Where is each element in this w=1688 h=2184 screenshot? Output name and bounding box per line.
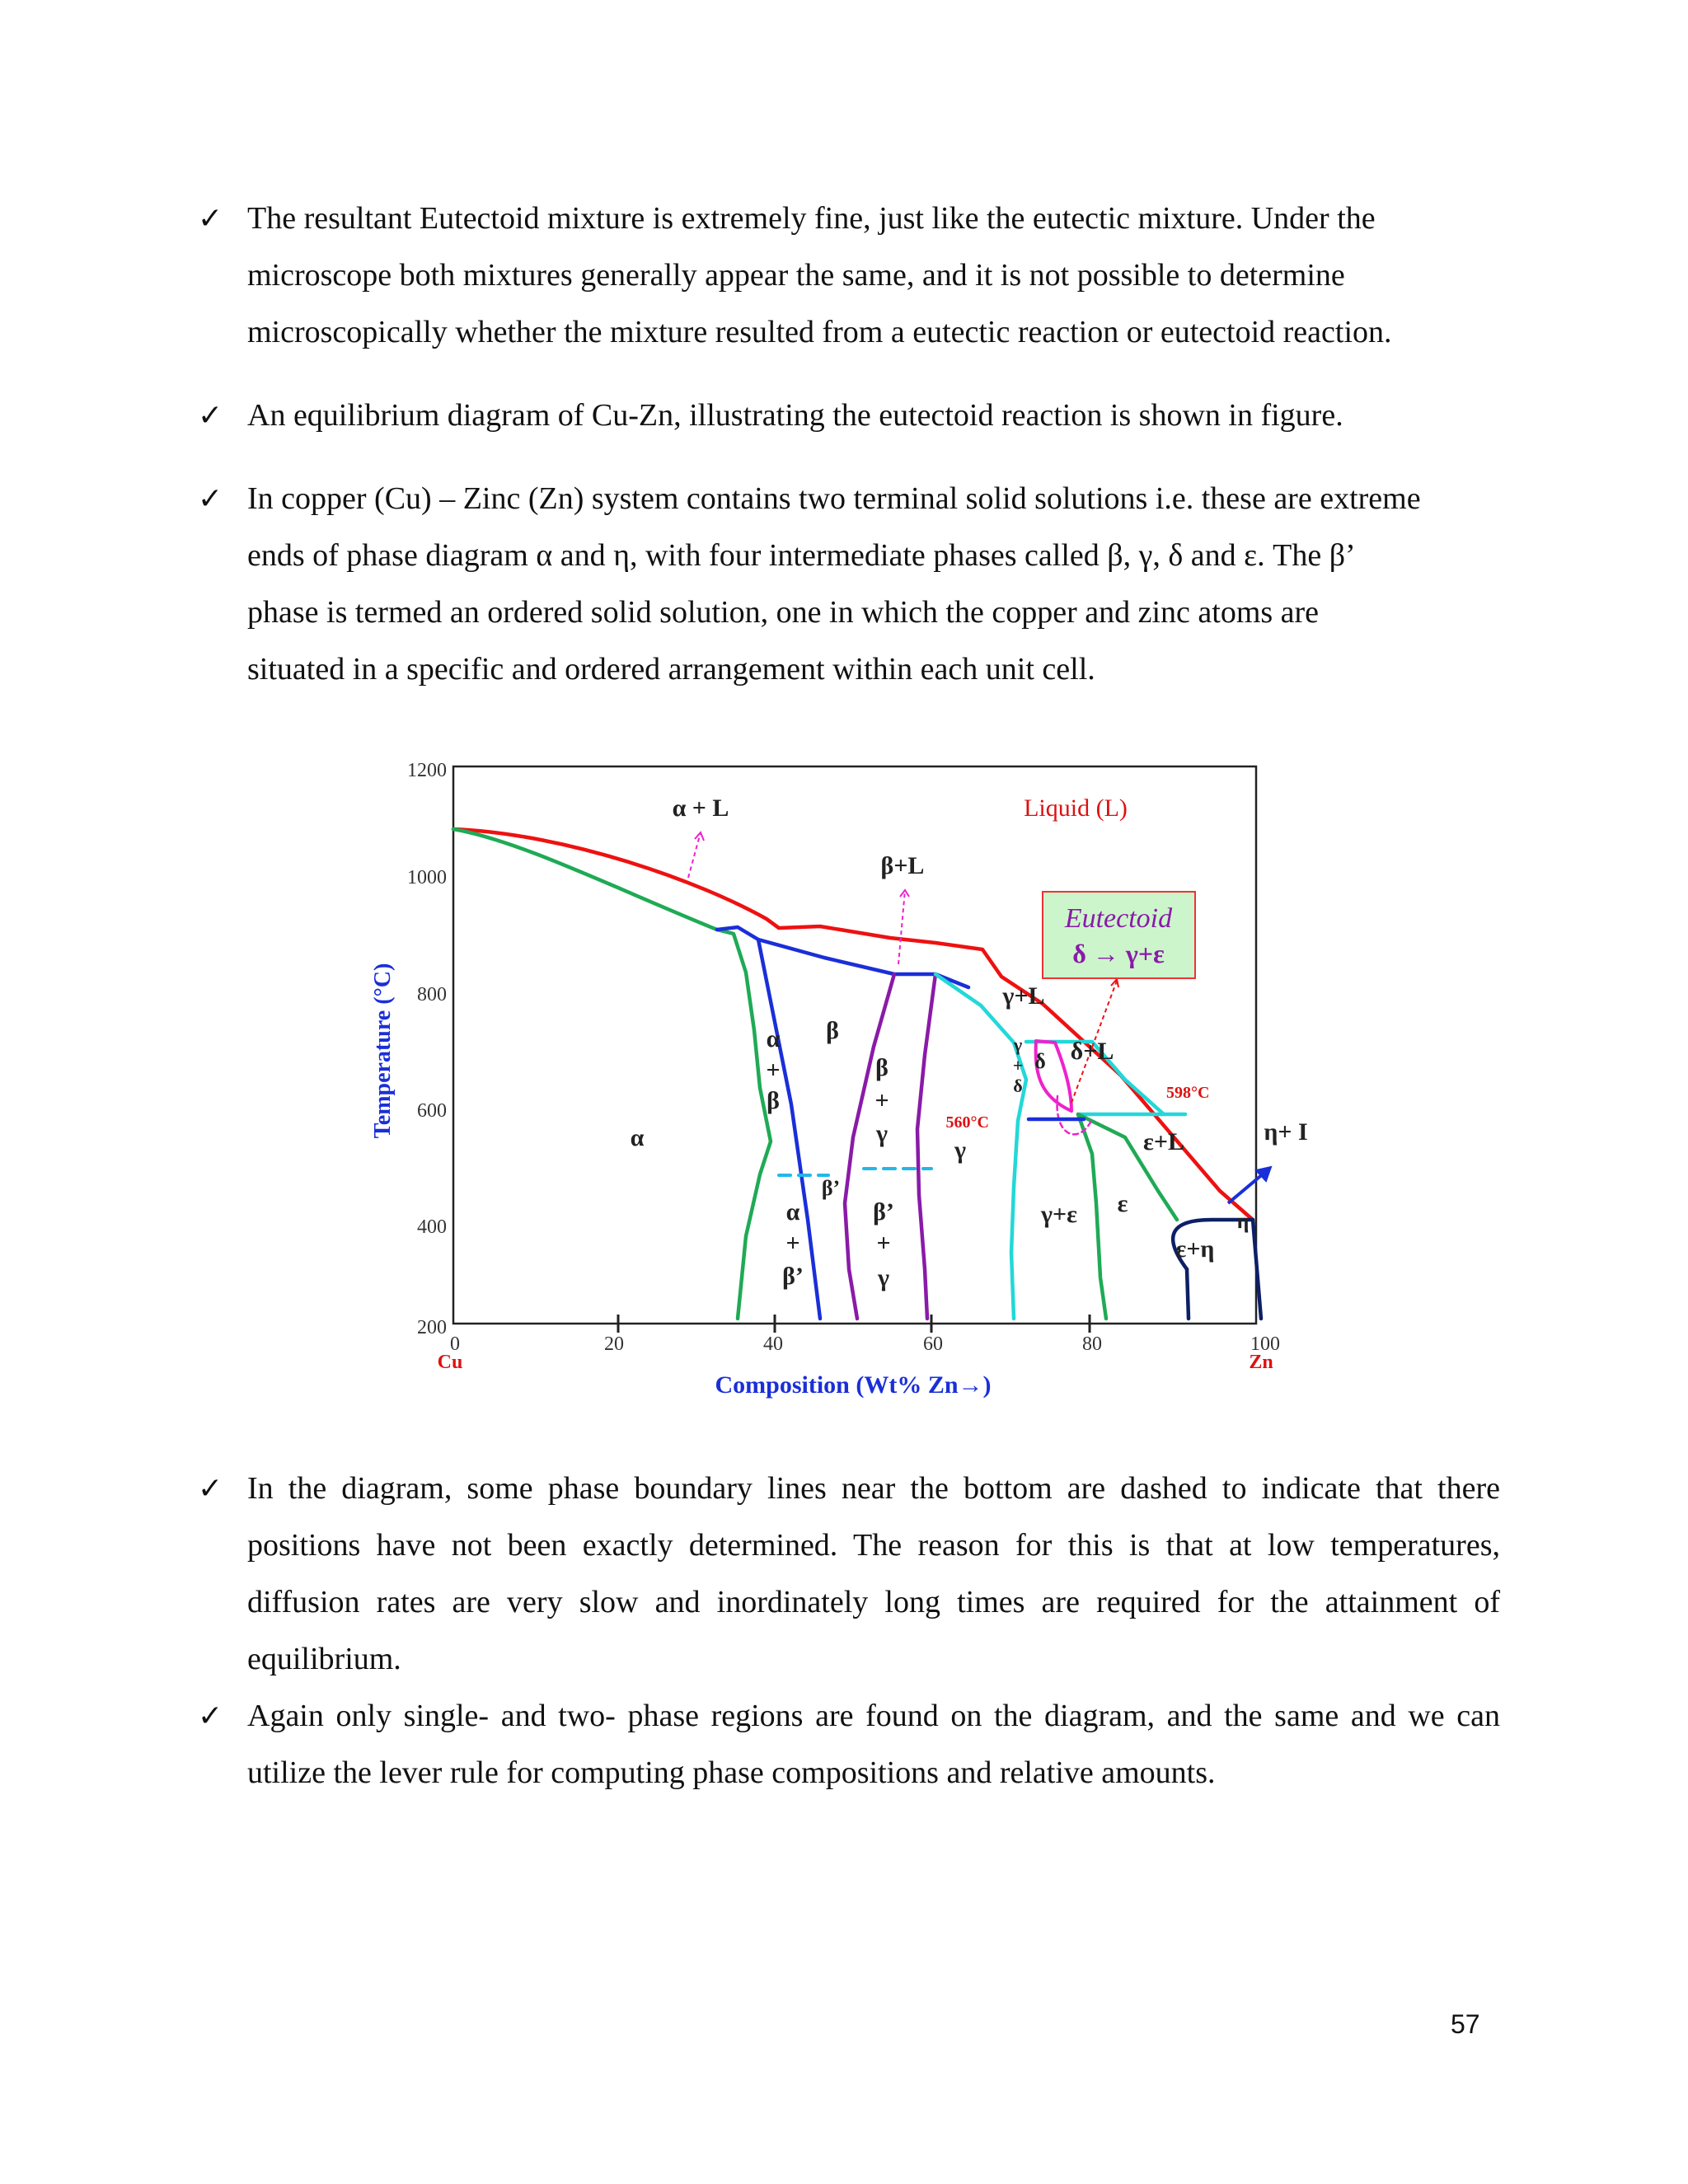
label-alpha-beta-2: + (766, 1057, 781, 1084)
y-tick-label: 600 (417, 1100, 447, 1122)
label-560c: 560°C (945, 1113, 989, 1132)
label-beta-L: β+L (880, 852, 925, 879)
gamma-right-boundary (917, 974, 935, 1319)
plot-frame (453, 766, 1256, 1324)
y-tick-label: 200 (417, 1317, 447, 1338)
label-beta-prime: β’ (821, 1176, 841, 1200)
label-gamma-delta-3: δ (1013, 1076, 1023, 1096)
x-tick-label: 40 (763, 1333, 783, 1355)
label-epsilon-eta: ε+η (1175, 1235, 1215, 1263)
x-end-label-cu: Cu (437, 1352, 463, 1373)
label-alpha-betaprime-3: β’ (782, 1263, 804, 1290)
check-icon: ✓ (198, 399, 223, 433)
y-tick-label: 1000 (407, 867, 447, 888)
label-gamma: γ (954, 1137, 967, 1164)
label-delta: δ (1034, 1049, 1046, 1073)
bullet-cu-zn-system (198, 471, 1500, 698)
bullet-lever-rule (198, 1688, 1500, 1802)
x-end-label-zn: Zn (1249, 1352, 1273, 1373)
paragraph-text: In the diagram, some phase boundary lines near the bottom are dashed to indicate that there positions have not been exactly determined. The reason for this is that at low temperatures, diffusion rates are very slow and inordinately long times are required for the attainment of equilibrium. (247, 1471, 1500, 1676)
check-icon: ✓ (198, 482, 223, 516)
y-axis-label: Temperature (°C) (370, 963, 396, 1139)
label-epsilon: ε (1117, 1190, 1128, 1217)
check-icon: ✓ (198, 202, 223, 236)
alpha-solidus-line (453, 829, 771, 1319)
x-tick-label: 100 (1250, 1333, 1280, 1355)
bullet-eutectoid-mixture (198, 190, 1500, 361)
paragraph-line: An equilibrium diagram of Cu-Zn, illustrating the eutectoid reaction is shown in figure. (247, 398, 1343, 433)
beta-L-arrow (898, 890, 905, 964)
label-delta-L: δ+L (1070, 1038, 1114, 1065)
y-tick-label: 1200 (407, 760, 447, 781)
bullet-list-top (198, 190, 1500, 698)
beta-right-boundary (758, 940, 968, 987)
paragraph-line: phase is termed an ordered solid solution, one in which the copper and zinc atoms are (247, 595, 1320, 630)
label-liquid: Liquid (L) (1024, 794, 1128, 822)
label-eta: η (1236, 1209, 1250, 1233)
x-tick-label: 80 (1082, 1333, 1102, 1355)
label-alpha-beta-1: α (766, 1025, 781, 1052)
paragraph-line: microscopically whether the mixture resulted from a eutectic reaction or eutectoid reaction. (247, 315, 1392, 349)
paragraph-line: In copper (Cu) – Zinc (Zn) system contains two terminal solid solutions i.e. these are extreme (247, 481, 1421, 516)
label-gamma-epsilon: γ+ε (1041, 1201, 1077, 1228)
paragraph-text: Again only single- and two- phase regions are found on the diagram, and the same and we can utilize the lever rule for computing phase compositions and relative amounts. (247, 1699, 1500, 1790)
label-alpha-betaprime-1: α (785, 1198, 800, 1226)
liquidus-line (453, 829, 1253, 1220)
x-tick-label: 0 (450, 1333, 460, 1355)
eutectoid-title: Eutectoid (1064, 903, 1173, 934)
eta-left-boundary (1187, 1269, 1189, 1319)
y-tick-label: 400 (417, 1216, 447, 1238)
bullet-list-bottom (198, 1460, 1500, 1802)
label-betaprime-gamma-1: β’ (873, 1198, 894, 1226)
x-tick-label: 60 (923, 1333, 943, 1355)
paragraph-line: microscope both mixtures generally appear the same, and it is not possible to determine (247, 258, 1345, 293)
label-betaprime-gamma-2: + (876, 1230, 891, 1257)
label-epsilon-L: ε+L (1143, 1128, 1184, 1155)
label-alpha-beta-3: β (767, 1087, 780, 1114)
x-tick-label: 20 (604, 1333, 624, 1355)
label-alpha-betaprime-2: + (785, 1230, 800, 1257)
label-beta-gamma-2: + (874, 1087, 889, 1114)
eutectoid-reaction: δ → γ+ε (1072, 939, 1165, 968)
check-icon: ✓ (198, 1699, 223, 1733)
check-icon: ✓ (198, 1472, 223, 1506)
label-gamma-delta-1: γ (1013, 1034, 1023, 1055)
epsilon-left-boundary (1078, 1114, 1106, 1319)
label-beta-gamma-1: β (875, 1054, 889, 1081)
y-tick-label: 800 (417, 984, 447, 1005)
label-598c: 598°C (1166, 1084, 1210, 1102)
label-beta-gamma-3: γ (875, 1120, 889, 1147)
paragraph-line: The resultant Eutectoid mixture is extremely fine, just like the eutectic mixture. Under the (247, 201, 1376, 236)
label-gamma-L: γ+L (1002, 982, 1045, 1010)
region-labels (631, 794, 1308, 1291)
label-eta-L: η+ I (1264, 1118, 1308, 1146)
label-gamma-delta-2: + (1012, 1055, 1024, 1076)
y-axis-ticks (407, 760, 447, 1338)
alpha-L-arrow (688, 832, 701, 878)
eutectoid-arrowhead (1111, 979, 1118, 987)
x-axis-label: Composition (Wt% Zn→) (715, 1371, 992, 1399)
page-number: 57 (1451, 2009, 1480, 2039)
label-alpha: α (630, 1124, 645, 1151)
bullet-dashed-lines (198, 1460, 1500, 1688)
cu-zn-phase-diagram (354, 742, 1343, 1426)
label-beta: β (826, 1017, 839, 1044)
gamma-epsilon-boundary (935, 974, 1026, 1319)
label-betaprime-gamma-3: γ (877, 1264, 890, 1291)
label-alpha-L: α + L (672, 794, 729, 822)
paragraph-line: ends of phase diagram α and η, with four intermediate phases called β, γ, δ and ε. The β’ (247, 538, 1356, 573)
eutectoid-callout (1043, 892, 1195, 978)
bullet-equilibrium-diagram (198, 387, 1500, 444)
paragraph-line: situated in a specific and ordered arrangement within each unit cell. (247, 652, 1095, 687)
